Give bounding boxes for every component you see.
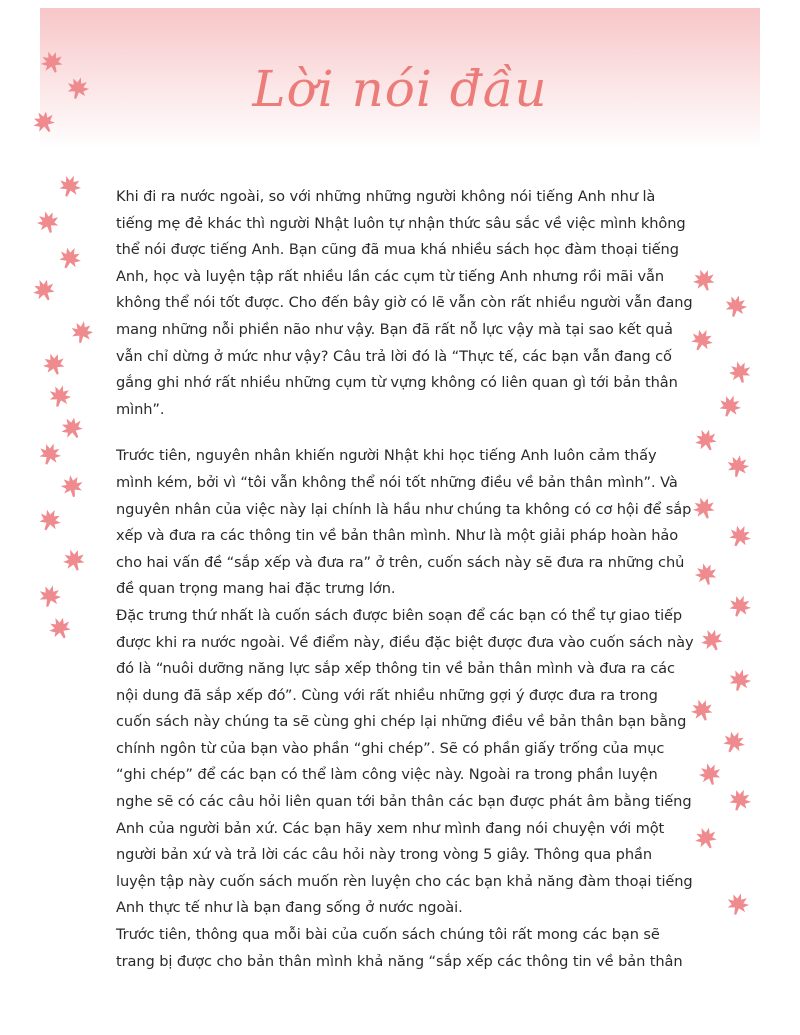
page-title: Lời nói đầu: [252, 60, 548, 118]
maple-leaf-icon: [724, 520, 756, 552]
maple-leaf-icon: [59, 545, 90, 576]
maple-leaf-icon: [715, 391, 746, 422]
maple-leaf-icon: [725, 591, 756, 622]
maple-leaf-icon: [691, 559, 720, 588]
maple-leaf-icon: [55, 171, 86, 202]
maple-leaf-icon: [44, 612, 76, 644]
maple-leaf-icon: [39, 349, 70, 380]
maple-leaf-icon: [33, 207, 62, 236]
maple-leaf-icon: [35, 581, 64, 610]
maple-leaf-icon: [35, 439, 66, 470]
maple-leaf-icon: [54, 242, 86, 274]
maple-leaf-icon: [68, 318, 96, 346]
maple-leaf-icon: [696, 624, 728, 656]
paragraph-3: Đặc trưng thứ nhất là cuốn sách được biên soạn để các bạn có thể tự giao tiếp được khi ra nước ngoài. Về điểm này, điều đặc biệt được đưa vào cuốn sách này đó là “nuôi dưỡng năng lực sắp xếp thông tin về bản thân mình và đưa ra các nội dung đã sắp xếp đó”. Cùng với rất nhiều những gợi ý được đưa ra trong cuốn sách này chúng ta sẽ cùng ghi chép lại những điều về bản thân bạn bằng chính ngôn từ của bạn vào phần “ghi chép”. Sẽ có phần giấy trống của mục “ghi chép” để các bạn có thể làm công việc này. Ngoài ra trong phần luyện nghe sẽ có các câu hỏi liên quan tới bản thân các bạn được phát âm bằng tiếng Anh của người bản xứ. Các bạn hãy xem như mình đang nói chuyện với một người bản xứ và trả lời các câu hỏi này trong vòng 5 giây. Thông qua phần luyện tập này cuốn sách muốn rèn luyện cho các bạn khả năng đàm thoại tiếng Anh thực tế như là bạn đang sống ở nước ngoài.: [116, 606, 694, 917]
maple-leaf-icon: [56, 412, 89, 445]
maple-leaf-icon: [723, 889, 752, 918]
maple-leaf-icon: [28, 274, 60, 306]
maple-leaf-icon: [58, 472, 86, 500]
maple-leaf-icon: [45, 381, 74, 410]
maple-leaf-icon: [34, 504, 66, 536]
paragraph-4: Trước tiên, thông qua mỗi bài của cuốn sách chúng tôi rất mong các bạn sẽ trang bị được cho bản thân mình khả năng “sắp xếp các thông tin về bản thân: [116, 926, 683, 970]
maple-leaf-icon: [724, 452, 752, 480]
maple-leaf-icon: [718, 726, 750, 758]
maple-leaf-icon: [725, 785, 756, 816]
maple-leaf-icon: [725, 357, 754, 386]
paragraph-1: Khi đi ra nước ngoài, so với những những người không nói tiếng Anh như là tiếng mẹ đẻ khác thì người Nhật luôn tự nhận thức sâu sắc về việc mình không thể nói được tiếng Anh. Bạn cũng đã mua khá nhiều sách học đàm thoại tiếng Anh, học và luyện tập rất nhiều lần các cụm từ tiếng Anh nhưng rồi mãi vẫn không thể nói tốt được. Cho đến bây giờ có lẽ vẫn còn rất nhiều người vẫn đang mang những nỗi phiền não như vậy. Bạn đã rất nỗ lực vậy mà tại sao kết quả vẫn chỉ dừng ở mức như vậy? Câu trả lời đó là “Thực tế, các bạn vẫn đang cố gắng ghi nhớ rất nhiều những cụm từ vựng không có liên quan gì tới bản thân mình”.: [116, 188, 693, 418]
maple-leaf-icon: [695, 759, 724, 788]
paragraph-2: Trước tiên, nguyên nhân khiến người Nhật khi học tiếng Anh luôn cảm thấy mình kém, bởi vì “tôi vẫn không thể nói tốt những điều về bản thân mình”. Và nguyên nhân của việc này lại chính là hầu như chúng ta không có cơ hội để sắp xếp và đưa ra các thông tin về bản thân mình. Như là một giải pháp hoàn hảo cho hai vấn đề “sắp xếp và đưa ra” ở trên, cuốn sách này sẽ đưa ra những chủ đề quan trọng mang hai đặc trưng lớn.: [116, 447, 692, 598]
maple-leaf-icon: [721, 291, 750, 320]
body-text: [116, 184, 696, 975]
maple-leaf-icon: [725, 665, 754, 694]
